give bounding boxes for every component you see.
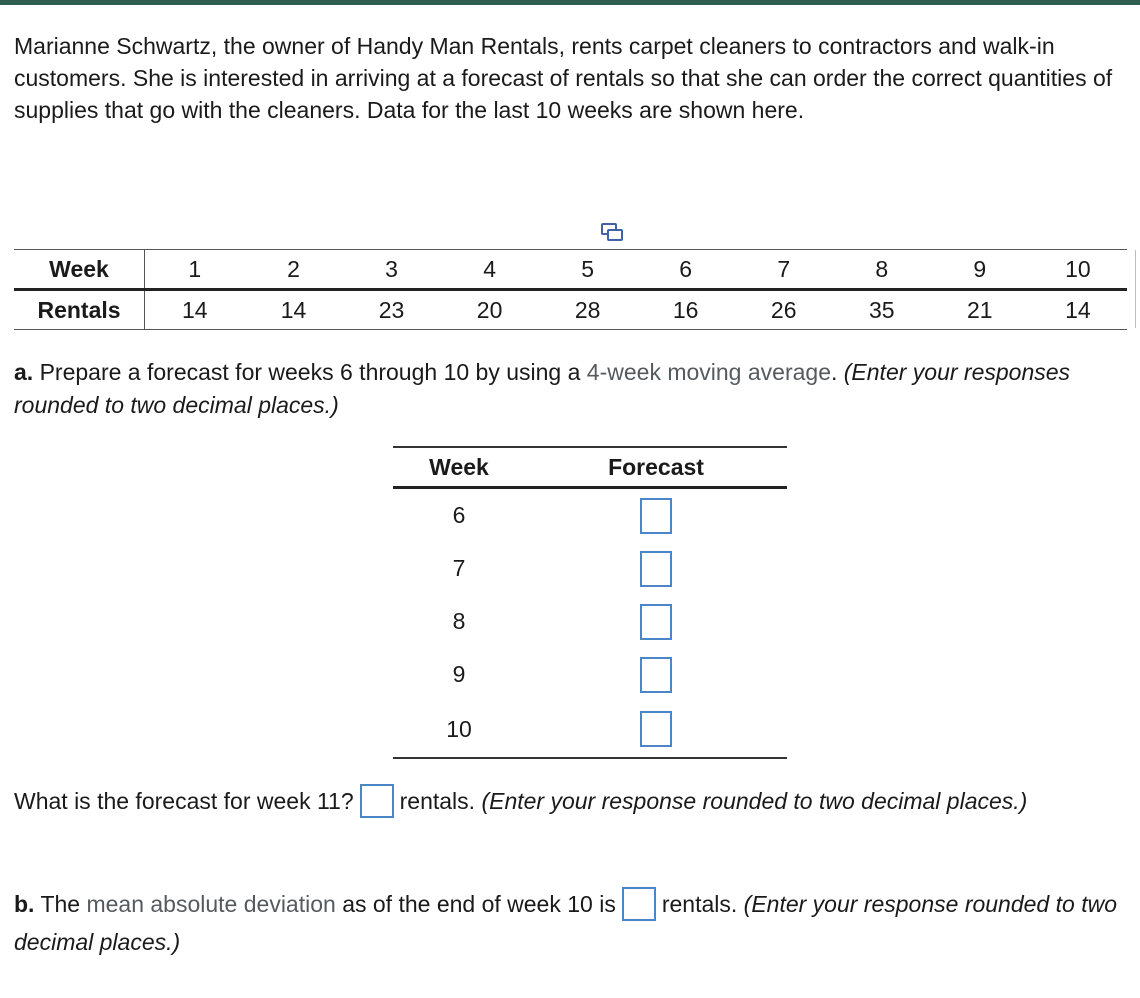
forecast-table — [393, 446, 787, 759]
part-b-prompt — [14, 885, 1124, 961]
rentals-cell: 14 — [1029, 290, 1127, 330]
forecast-row — [393, 595, 787, 648]
week-11-unit: rentals. — [399, 788, 476, 814]
forecast-input-week-10[interactable] — [640, 711, 672, 747]
mad-term[interactable]: mean absolute deviation — [86, 891, 336, 917]
forecast-week: 10 — [393, 701, 525, 758]
week-cell: 8 — [833, 250, 931, 290]
forecast-week: 9 — [452, 661, 466, 687]
week-11-forecast-input[interactable] — [360, 784, 394, 818]
part-a-prompt — [14, 356, 1124, 422]
copy-icon[interactable] — [600, 222, 624, 242]
week-cell: 9 — [931, 250, 1029, 290]
rentals-cell: 35 — [833, 290, 931, 330]
forecast-input-week-6[interactable] — [640, 498, 672, 534]
rentals-cell: 16 — [637, 290, 735, 330]
forecast-row — [393, 542, 787, 595]
forecast-week: 8 — [452, 608, 466, 634]
forecast-input-week-7[interactable] — [640, 551, 672, 587]
week-11-question: What is the forecast for week 11? — [14, 788, 354, 814]
week-11-prompt — [14, 782, 1124, 820]
right-divider — [1135, 250, 1136, 328]
part-a-text: Prepare a forecast for weeks 6 through 10 by using a — [39, 359, 581, 385]
moving-average-term[interactable]: 4-week moving average — [586, 359, 831, 385]
week-11-instruction: (Enter your response rounded to two decimal places.) — [481, 788, 1028, 814]
week-cell: 5 — [539, 250, 637, 290]
week-row-header: Week — [14, 250, 145, 290]
mad-input[interactable] — [622, 887, 656, 921]
forecast-week: 7 — [452, 555, 466, 581]
week-cell: 2 — [244, 250, 342, 290]
forecast-week-header: Week — [393, 447, 525, 488]
rentals-cell: 20 — [441, 290, 539, 330]
rentals-cell: 14 — [145, 290, 245, 330]
forecast-row — [393, 701, 787, 758]
rentals-row — [14, 290, 1127, 330]
part-b-text-middle: as of the end of week 10 is — [342, 891, 616, 917]
forecast-value-header: Forecast — [525, 447, 787, 488]
rentals-cell: 14 — [244, 290, 342, 330]
part-a-period: . — [830, 359, 838, 385]
rentals-cell: 21 — [931, 290, 1029, 330]
week-cell: 6 — [637, 250, 735, 290]
forecast-header-row — [393, 447, 787, 488]
part-b-unit: rentals. — [661, 891, 738, 917]
week-cell: 10 — [1029, 250, 1127, 290]
part-b-instruction: (Enter your response rounded to two decimal places.) — [14, 891, 1117, 955]
forecast-input-week-8[interactable] — [640, 604, 672, 640]
forecast-week: 6 — [452, 502, 466, 528]
rentals-cell: 23 — [343, 290, 441, 330]
week-cell: 4 — [441, 250, 539, 290]
part-b-label: b. — [14, 891, 35, 917]
rentals-cell: 28 — [539, 290, 637, 330]
forecast-row — [393, 648, 787, 701]
rentals-data-table — [14, 249, 1127, 330]
problem-intro: Marianne Schwartz, the owner of Handy Man Rentals, rents carpet cleaners to contractors and walk-in customers. She is interested in arriving at a forecast of rentals so that she can order the correct quantities of supplies that go with the cleaners. Data for the last 10 weeks are shown here. — [14, 33, 1113, 123]
week-row — [14, 250, 1127, 290]
week-cell: 3 — [343, 250, 441, 290]
forecast-input-week-9[interactable] — [640, 657, 672, 693]
part-b-text: The — [40, 891, 81, 917]
rentals-cell: 26 — [735, 290, 833, 330]
top-accent-bar — [0, 0, 1140, 5]
part-a-label: a. — [14, 359, 34, 385]
rentals-row-header: Rentals — [14, 290, 145, 330]
week-cell: 7 — [735, 250, 833, 290]
week-cell: 1 — [145, 250, 245, 290]
part-a-instruction: (Enter your responses rounded to two decimal places.) — [14, 359, 1071, 418]
forecast-row — [393, 488, 787, 543]
